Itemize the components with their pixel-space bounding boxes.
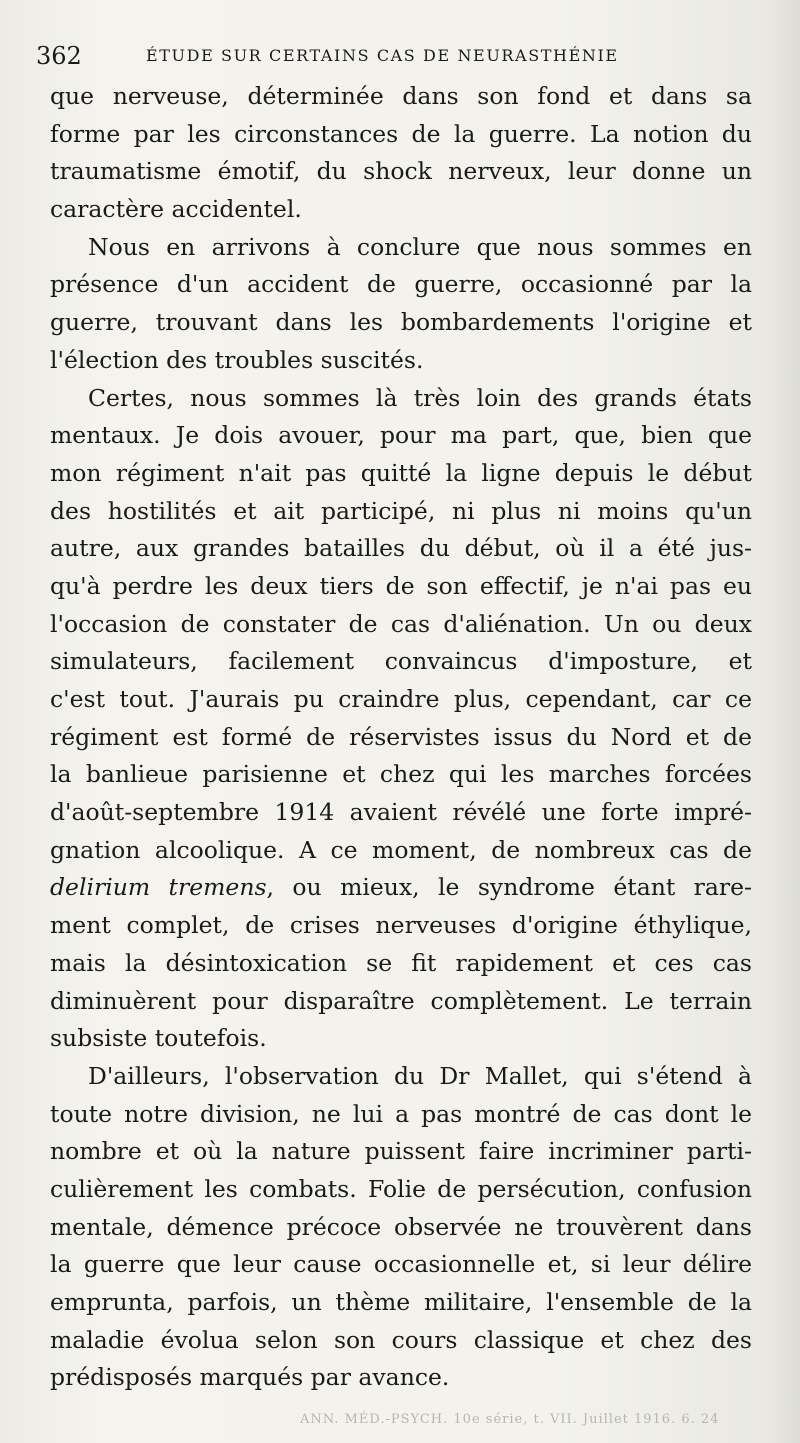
- text-line: gnation alcoolique. A ce moment, de nombreux cas de: [50, 835, 752, 864]
- italic-term: delirium tremens: [50, 873, 267, 902]
- text-line: prédisposés marqués par avance.: [50, 1363, 450, 1392]
- text-line: mon régiment n'ait pas quitté la ligne depuis le début: [50, 458, 752, 487]
- text-line: mentaux. Je dois avouer, pour ma part, que, bien que: [50, 421, 752, 450]
- text-line: d'août-septembre 1914 avaient révélé une forte impré-: [50, 798, 752, 827]
- text-line: subsiste toutefois.: [50, 1024, 267, 1053]
- running-head: [36, 40, 736, 72]
- running-head-title: ÉTUDE SUR CERTAINS CAS DE NEURASTHÉNIE: [146, 46, 619, 65]
- text-line: Certes, nous sommes là très loin des grands états: [88, 383, 752, 412]
- page-footer: ANN. MÉD.-PSYCH. 10e série, t. VII. Juillet 1916. 6. 24: [300, 1412, 720, 1427]
- text-line: la banlieue parisienne et chez qui les marches forcées: [50, 760, 752, 789]
- text-line: emprunta, parfois, un thème militaire, l'ensemble de la: [50, 1288, 752, 1316]
- page-number: 362: [36, 42, 82, 70]
- text-line: c'est tout. J'aurais pu craindre plus, cependant, car ce: [50, 685, 752, 713]
- text-line: qu'à perdre les deux tiers de son effectif, je n'ai pas eu: [50, 571, 752, 600]
- text-line: culièrement les combats. Folie de persécution, confusion: [50, 1174, 752, 1203]
- text-line-rest: , ou mieux, le syndrome étant rare-: [266, 873, 753, 902]
- text-line: mais la désintoxication se fit rapidement et ces cas: [50, 948, 752, 977]
- text-line: que nerveuse, déterminée dans son fond et dans sa: [50, 82, 752, 110]
- text-line: toute notre division, ne lui a pas montré de cas dont le: [50, 1099, 752, 1128]
- text-line: des hostilités et ait participé, ni plus ni moins qu'un: [50, 496, 752, 525]
- text-line: D'ailleurs, l'observation du Dr Mallet, qui s'étend à: [88, 1061, 752, 1090]
- text-line: nombre et où la nature puissent faire incriminer parti-: [50, 1137, 752, 1166]
- text-line: diminuèrent pour disparaître complètement. Le terrain: [50, 986, 752, 1015]
- text-line: ment complet, de crises nerveuses d'origine éthylique,: [50, 911, 752, 940]
- text-line: la guerre que leur cause occasionnelle et, si leur délire: [50, 1250, 752, 1279]
- text-line: présence d'un accident de guerre, occasionné par la: [50, 270, 752, 299]
- text-line: régiment est formé de réservistes issus du Nord et de: [50, 722, 752, 751]
- body-text: [50, 78, 752, 1397]
- text-line: l'élection des troubles suscités.: [50, 345, 424, 374]
- text-line: l'occasion de constater de cas d'aliénation. Un ou deux: [50, 609, 752, 638]
- text-line: Nous en arrivons à conclure que nous sommes en: [88, 232, 752, 261]
- text-line: caractère accidentel.: [50, 195, 302, 224]
- text-line: autre, aux grandes batailles du début, où il a été jus-: [50, 534, 752, 563]
- text-line: guerre, trouvant dans les bombardements l'origine et: [50, 308, 752, 337]
- text-line: forme par les circonstances de la guerre. La notion du: [50, 119, 752, 148]
- text-line: simulateurs, facilement convaincus d'imposture, et: [50, 647, 752, 676]
- text-line: maladie évolua selon son cours classique et chez des: [50, 1325, 752, 1354]
- text-line: mentale, démence précoce observée ne trouvèrent dans: [50, 1212, 752, 1241]
- text-line-italic-start: [50, 869, 752, 907]
- text-line: traumatisme émotif, du shock nerveux, leur donne un: [50, 157, 752, 186]
